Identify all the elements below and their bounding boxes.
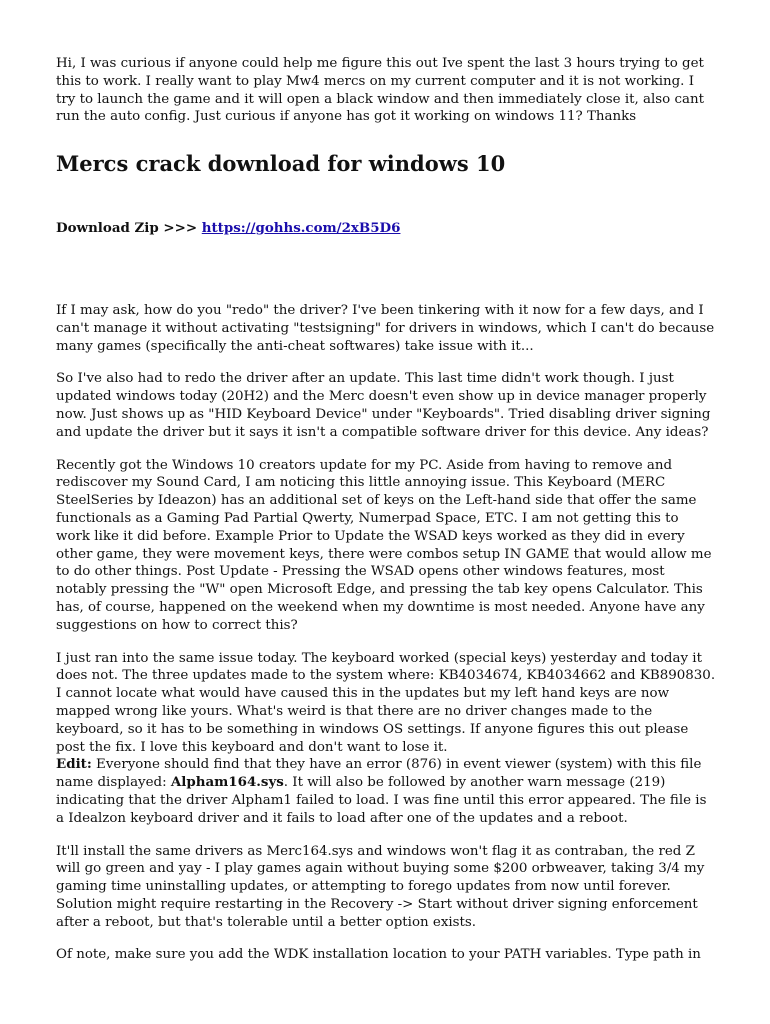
paragraph-driver-update: So I've also had to redo the driver after an update. This last time didn't work though. I just updated windows today (20H2) and the Merc doesn't even show up in device manager properly now. Just shows up as "HID Keyboard Device" under "Keyboards". Tried disabling driver signing and update the driver but it says it isn't a compatible software driver for this device. Any ideas? [56, 371, 711, 440]
paragraph-install-drivers: It'll install the same drivers as Merc164.sys and windows won't flag it as contraban, the red Z will go green and yay - I play games again without buying some $200 orbweaver, taking 3/4 my gaming time uninstalling updates, or attempting to forego updates from now until forever. Solution might require restarting in the Recovery -> Start without driver signing enforcement after a reboot, but that's tolerable until a better option exists. [56, 843, 705, 930]
edit-label: Edit: [56, 756, 92, 773]
edit-file-name: Alpham164.sys [170, 774, 284, 791]
paragraph-creators-update: Recently got the Windows 10 creators update for my PC. Aside from having to remove and rediscover my Sound Card, I am noticing this little annoying issue. This Keyboard (MERC SteelSeries by Ideazon) has an additional set of keys on the Left-hand side that offer the same functionals as a Gaming Pad Partial Qwerty, Numerpad Space, ETC. I am not getting this to work like it did before. Example Prior to Update the WSAD keys worked as they did in every other game, they were movement keys, there were combos setup IN GAME that would allow me to do other things. Post Update - Pressing the WSAD opens other windows features, most notably pressing the "W" open Microsoft Edge, and pressing the tab key opens Calculator. This has, of course, happened on the weekend when my downtime is most needed. Anyone have any suggestions on how to correct this? [56, 457, 712, 633]
download-link[interactable]: https://gohhs.com/2xB5D6 [201, 220, 401, 237]
download-label: Download Zip >>> [56, 220, 202, 237]
download-line [56, 220, 716, 238]
document-page [56, 55, 716, 964]
edit-text-b: . It will also be followed by another warn message (219) indicating that the driver Alpham1 failed to load. I was fine until this error appeared. The file is a Idealzon keyboard driver and it fails to load after one of the updates and a reboot. [56, 775, 707, 826]
paragraph-wdk-note: Of note, make sure you add the WDK installation location to your PATH variables. Type path in [56, 947, 701, 963]
page-title: Mercs crack download for windows 10 [56, 151, 506, 177]
paragraph-same-issue: I just ran into the same issue today. The keyboard worked (special keys) yesterday and today it does not. The three updates made to the system where: KB4034674, KB4034662 and KB890830. I cannot locate what would have caused this in the updates but my left hand keys are now mapped wrong like yours. What's weird is that there are no driver changes made to the keyboard, so it has to be something in windows OS settings. If anyone figures this out please post the fix. I love this keyboard and don't want to lose it. [56, 650, 716, 755]
paragraph-redo-driver: If I may ask, how do you "redo" the driver? I've been tinkering with it now for a few days, and I can't manage it without activating "testsigning" for drivers in windows, which I can't do because many games (specifically the anti-cheat softwares) take issue with it... [56, 302, 715, 354]
edit-text-a: Everyone should find that they have an error (876) in event viewer (system) with this file name displayed: [56, 757, 702, 791]
paragraph-edit [56, 756, 716, 827]
intro-paragraph: Hi, I was curious if anyone could help me figure this out Ive spent the last 3 hours trying to get this to work. I really want to play Mw4 mercs on my current computer and it is not working. I try to launch the game and it will open a black window and then immediately close it, also cant run the auto config. Just curious if anyone has got it working on windows 11? Thanks [56, 56, 704, 125]
